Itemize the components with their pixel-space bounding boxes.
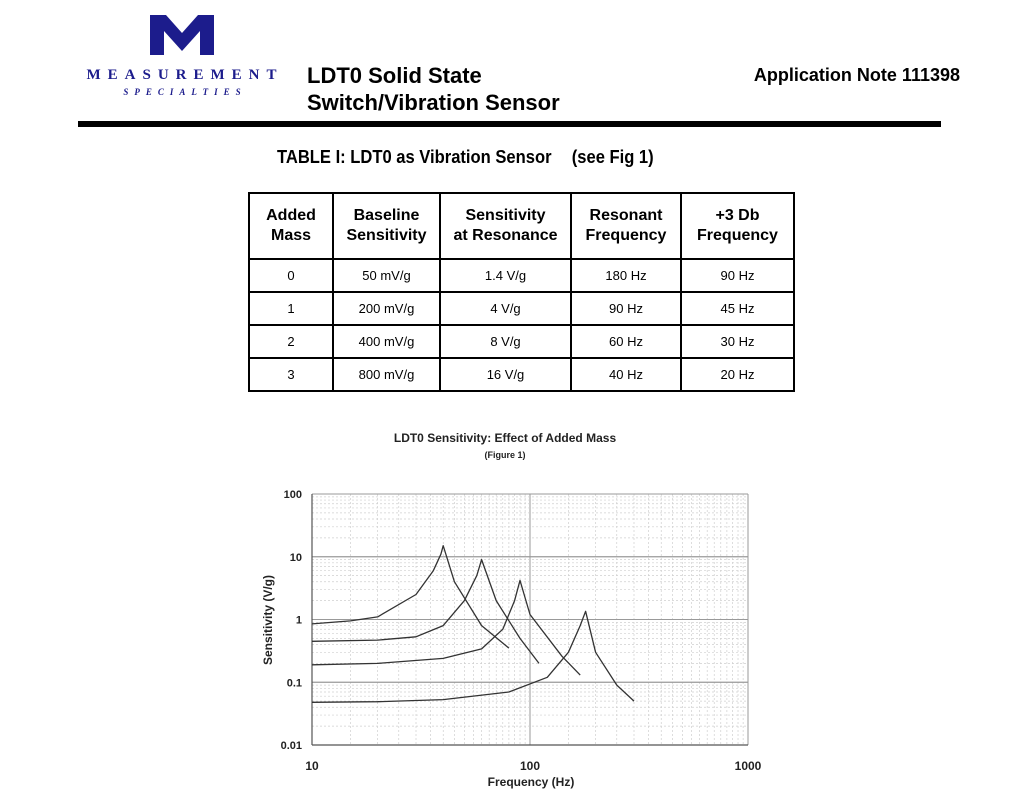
table-cell: 8 V/g [440,325,571,358]
table-cell: 2 [249,325,333,358]
table-cell: 60 Hz [571,325,681,358]
x-axis-label: Frequency (Hz) [487,775,575,789]
table-cell: 180 Hz [571,259,681,292]
chart-title: LDT0 Sensitivity: Effect of Added Mass [393,431,617,445]
table-cell: 45 Hz [681,292,794,325]
y-tick-label: 10 [289,551,302,564]
table-cell: 30 Hz [681,325,794,358]
y-tick-label: 100 [283,489,302,501]
header-added-mass: Added Mass [249,193,333,259]
table-cell: 20 Hz [681,358,794,391]
table-cell: 800 mV/g [333,358,440,391]
sensitivity-series-line [312,560,539,664]
chart-series [312,546,634,703]
y-tick-label: 0.01 [280,740,302,752]
chart-subtitle: (Figure 1) [484,450,526,460]
document-title-line-1: LDT0 Solid State [307,63,482,88]
header-resonant-frequency: Resonant Frequency [571,193,681,259]
x-tick-label: 100 [519,759,541,773]
chart-tick-labels [281,489,762,773]
table-cell: 200 mV/g [333,292,440,325]
table-cell: 90 Hz [571,292,681,325]
sensitivity-series-line [312,580,580,675]
logo-subtitle: SPECIALTIES [123,87,247,97]
x-tick-label: 10 [305,759,319,773]
table-cell: 400 mV/g [333,325,440,358]
table-cell: 50 mV/g [333,259,440,292]
table-figure-reference: (see Fig 1) [571,147,654,167]
application-note-number: Application Note 111398 [753,65,960,85]
x-tick-label: 1000 [734,759,762,773]
y-tick-label: 0.1 [286,677,302,690]
document-title-line-2: Switch/Vibration Sensor [307,90,560,115]
logo-wordmark: MEASUREMENT [86,67,284,83]
header-sensitivity-at-resonance: Sensitivity at Resonance [440,193,571,259]
y-axis-label: Sensitivity (V/g) [261,574,275,666]
chart-grid [312,494,748,745]
table-cell: 40 Hz [571,358,681,391]
header-baseline-sensitivity: Baseline Sensitivity [333,193,440,259]
y-tick-label: 1 [295,614,302,627]
table-cell: 3 [249,358,333,391]
table-cell: 1.4 V/g [440,259,571,292]
table-cell: 0 [249,259,333,292]
header-3db-frequency: +3 Db Frequency [681,193,794,259]
table-cell: 90 Hz [681,259,794,292]
sensitivity-series-line [312,546,509,648]
table-cell: 1 [249,292,333,325]
table-title-text: TABLE I: LDT0 as Vibration Sensor [277,147,552,167]
table-cell: 16 V/g [440,358,571,391]
table-cell: 4 V/g [440,292,571,325]
